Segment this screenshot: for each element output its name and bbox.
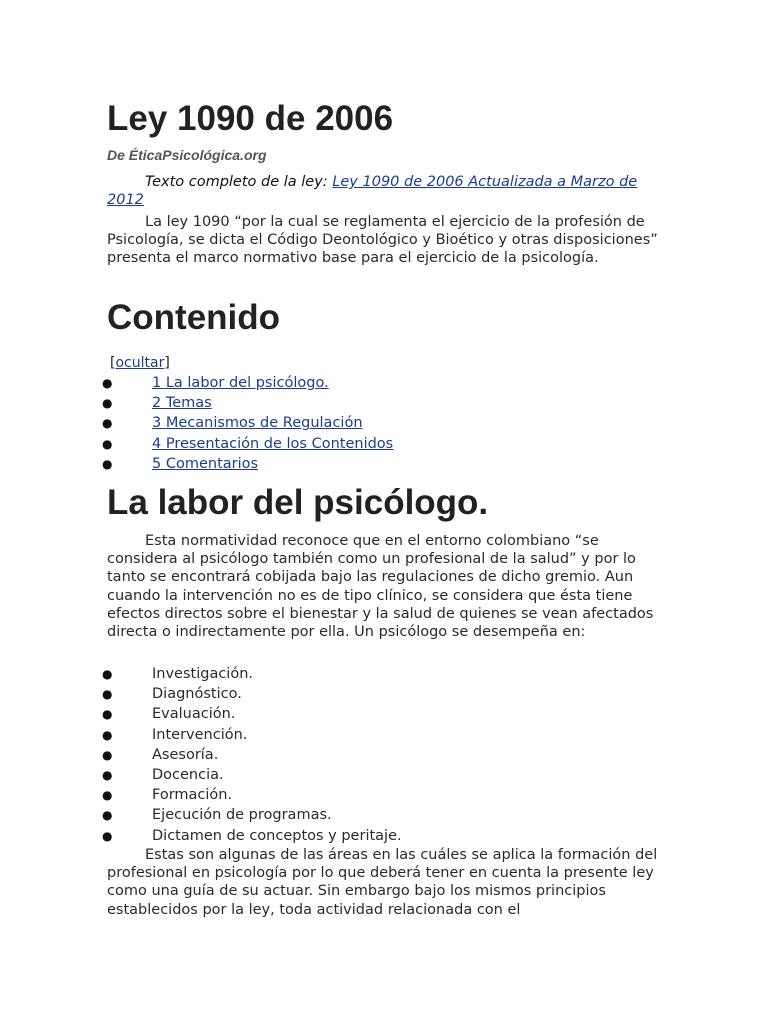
bullet-icon: ● bbox=[102, 788, 113, 803]
bullet-icon: ● bbox=[102, 436, 113, 451]
intro-label: Texto completo de la ley: bbox=[145, 174, 328, 190]
page-subtitle: De ÉticaPsicológica.org bbox=[107, 147, 267, 163]
list-item: ● Investigación. bbox=[100, 664, 402, 684]
bullet-icon: ● bbox=[102, 767, 113, 782]
full-text-link[interactable]: Ley 1090 de 2006 Actualizada a Marzo de 2012 bbox=[107, 174, 638, 209]
bullet-icon: ● bbox=[102, 707, 113, 722]
toc-item bbox=[100, 393, 393, 413]
intro-paragraph bbox=[107, 213, 667, 268]
section-paragraph-1-text: Esta normatividad reconoce que en el entorno colombiano “se considera al psicólogo también como un profesional de la salud” y por lo tanto se encontrará cobijada bajo las regulaciones de dicho gremio. Aun cuando la intervención no es de tipo clínico, se considera que ésta tiene efectos directos sobre el bienestar y la salud de quienes se vean afectados directa o indirectamente por ella. Un psicólogo se desempeña en: bbox=[107, 533, 654, 641]
toc-toggle: [ocultar] bbox=[110, 355, 170, 371]
toc-item bbox=[100, 413, 393, 433]
list-item: ● Formación. bbox=[100, 785, 402, 805]
bullet-icon: ● bbox=[102, 667, 113, 681]
intro-paragraph-text: La ley 1090 “por la cual se reglamenta el ejercicio de la profesión de Psicología, se dicta el Código Deontológico y Bioético y otras disposiciones” presenta el marco normativo base para el ejercicio de la psicología. bbox=[107, 214, 658, 267]
intro-line bbox=[107, 173, 667, 209]
bullet-icon: ● bbox=[102, 687, 113, 702]
bullet-icon: ● bbox=[102, 376, 113, 390]
toc-list bbox=[100, 373, 393, 474]
section-heading: La labor del psicólogo. bbox=[107, 483, 489, 522]
section-paragraph-2 bbox=[107, 846, 667, 919]
toc-item bbox=[100, 373, 393, 393]
section-paragraph-2-text: Estas son algunas de las áreas en las cuáles se aplica la formación del profesional en psicología por lo que deberá tener en cuenta la presente ley como una guía de su actuar. Sin embargo bajo los mismos principios establecidos por la ley, toda actividad relacionada con el bbox=[107, 847, 658, 918]
list-item: ● Evaluación. bbox=[100, 704, 402, 724]
toc-heading: Contenido bbox=[107, 298, 281, 337]
toc-item bbox=[100, 434, 393, 454]
toc-item bbox=[100, 454, 393, 474]
toc-link-1[interactable]: 1 La labor del psicólogo. bbox=[152, 375, 329, 391]
bullet-icon: ● bbox=[102, 828, 113, 843]
bullet-icon: ● bbox=[102, 747, 113, 762]
toc-link-5[interactable]: 5 Comentarios bbox=[152, 455, 259, 472]
toc-link-4[interactable]: 4 Presentación de los Contenidos bbox=[152, 435, 394, 452]
bullet-icon: ● bbox=[102, 727, 113, 742]
list-item: ● Docencia. bbox=[100, 765, 402, 785]
bullet-icon: ● bbox=[102, 456, 113, 471]
list-item: ● Dictamen de conceptos y peritaje. bbox=[100, 826, 402, 846]
toc-link-3[interactable]: 3 Mecanismos de Regulación bbox=[152, 415, 363, 432]
bullet-icon: ● bbox=[102, 808, 113, 823]
bullet-icon: ● bbox=[102, 396, 113, 411]
section-paragraph-1 bbox=[107, 532, 667, 641]
areas-list bbox=[100, 664, 402, 846]
bullet-icon: ● bbox=[102, 416, 113, 431]
list-item: ● Asesoría. bbox=[100, 745, 402, 765]
list-item: ● Intervención. bbox=[100, 725, 402, 745]
list-item: ● Diagnóstico. bbox=[100, 684, 402, 704]
page-title: Ley 1090 de 2006 bbox=[107, 99, 394, 138]
toc-link-2[interactable]: 2 Temas bbox=[152, 395, 212, 412]
toc-toggle-link[interactable]: ocultar bbox=[115, 355, 165, 371]
list-item: ● Ejecución de programas. bbox=[100, 805, 402, 825]
